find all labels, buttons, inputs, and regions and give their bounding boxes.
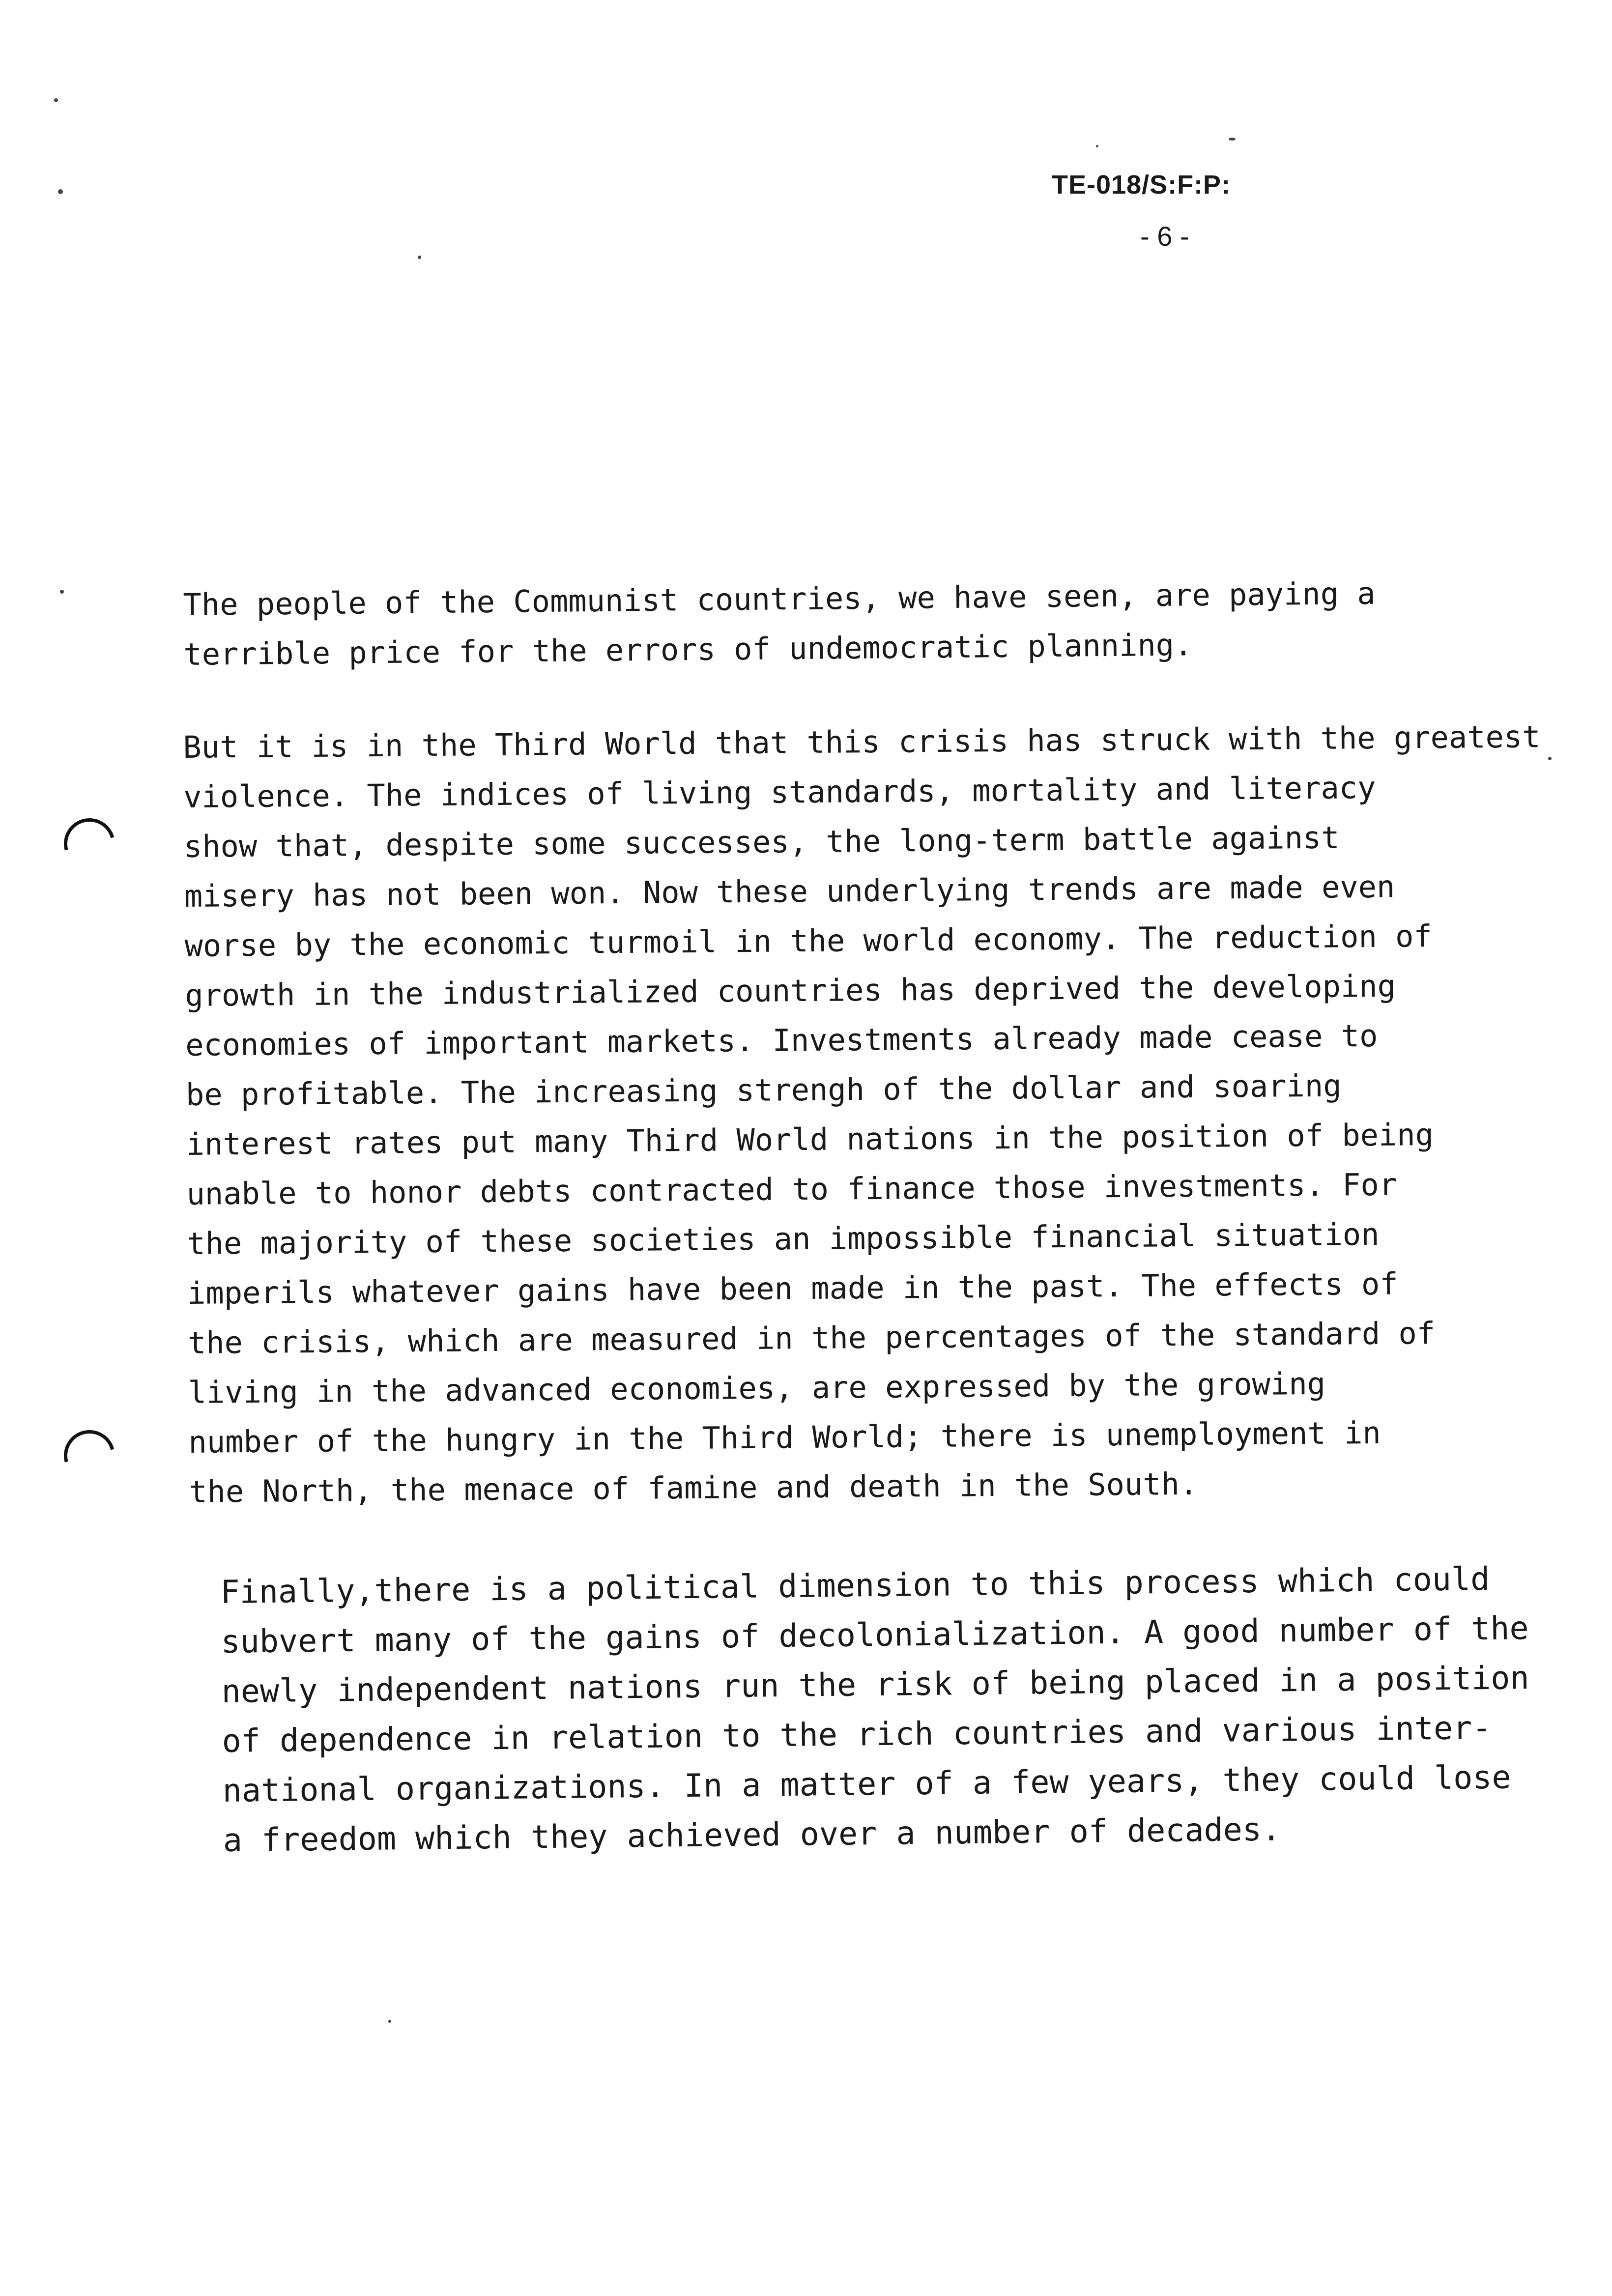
scan-speck [58, 189, 63, 194]
text-line: misery has not been won. Now these underlying trends are made even [184, 868, 1395, 914]
text-line: terrible price for the errors of undemocratic planning. [183, 627, 1193, 672]
paragraph-political-dimension [220, 1554, 1531, 1866]
text-line: The people of the Communist countries, we have seen, are paying a [183, 575, 1376, 623]
page-number: - 6 - [1140, 221, 1189, 252]
paragraph-third-world-crisis [183, 712, 1547, 1517]
text-line: the North, the menace of famine and death in the South. [189, 1465, 1198, 1510]
scan-speck [54, 98, 58, 102]
text-line: But it is in the Third World that this crisis has struck with the greatest [183, 718, 1541, 765]
text-line: of dependence in relation to the rich countries and various inter- [222, 1709, 1492, 1760]
text-line: imperils whatever gains have been made in the past. The effects of [187, 1265, 1398, 1311]
scan-speck [1096, 145, 1098, 147]
text-line: unable to honor debts contracted to finance those investments. For [186, 1166, 1398, 1212]
text-line: Finally,there is a political dimension to this process which could [220, 1560, 1490, 1611]
text-line: be profitable. The increasing strengh of the dollar and soaring [185, 1067, 1342, 1113]
text-line: a freedom which they achieved over a number of decades. [223, 1811, 1281, 1859]
document-reference: TE-018/S:F:P: [1052, 170, 1231, 200]
scan-speck [418, 256, 421, 259]
text-line: number of the hungry in the Third World; there is unemployment in [188, 1414, 1381, 1460]
scan-speck [60, 590, 64, 594]
text-line: growth in the industrialized countries has deprived the developing [185, 968, 1396, 1013]
punch-hole-mark [55, 809, 124, 879]
text-line: the majority of these societies an impossible financial situation [187, 1216, 1380, 1262]
text-line: newly independent nations run the risk of being placed in a position [221, 1660, 1529, 1710]
scan-speck [1548, 757, 1552, 760]
text-line: national organizations. In a matter of a few years, they could lose [222, 1759, 1511, 1809]
text-line: interest rates put many Third World nations in the position of being [186, 1117, 1434, 1162]
text-line: living in the advanced economies, are expressed by the growing [188, 1365, 1326, 1410]
text-line: worse by the economic turmoil in the world economy. The reduction of [184, 918, 1433, 964]
text-line: violence. The indices of living standards, mortality and literacy [183, 769, 1376, 815]
text-line: economies of important markets. Investments already made cease to [185, 1017, 1378, 1063]
text-line: show that, despite some successes, the long-term battle against [183, 819, 1340, 864]
scan-speck [388, 2020, 391, 2023]
paragraph-communist-countries [183, 569, 1376, 679]
text-line: the crisis, which are measured in the percentages of the standard of [187, 1315, 1436, 1361]
scan-speck [1229, 138, 1236, 141]
punch-hole-mark [55, 1421, 124, 1491]
text-line: subvert many of the gains of decolonialization. A good number of the [221, 1610, 1529, 1661]
